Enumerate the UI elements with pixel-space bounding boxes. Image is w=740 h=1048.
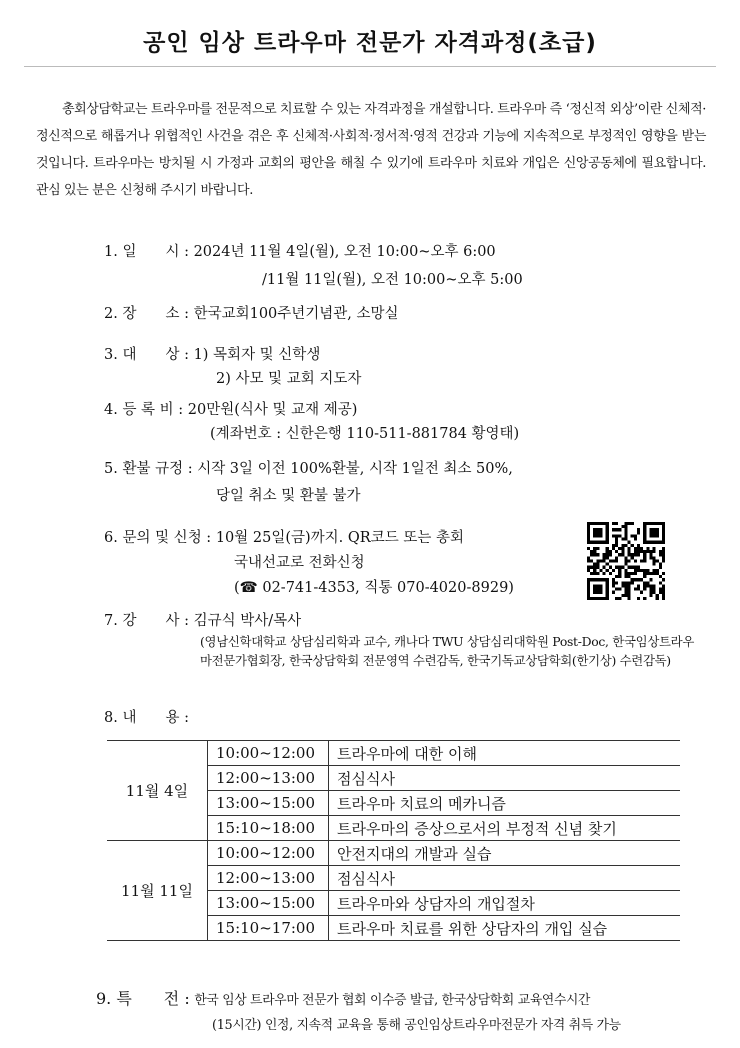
item-lecturer-value: 김규식 박사/목사 <box>193 613 302 629</box>
item-lecturer-bio: (영남신학대학교 상담심리학과 교수, 캐나다 TWU 상담심리대학원 Post-Doc, 한국임상트라우마전문가협회장, 한국상담학회 전문영역 수련감독, 한국기독교상담학회(한기상) 수련감독) <box>200 634 694 668</box>
schedule-desc: 트라우마 치료를 위한 상담자의 개입 실습 <box>329 916 681 941</box>
schedule-time: 12:00~13:00 <box>208 866 329 891</box>
schedule-date: 11월 4일 <box>107 741 208 841</box>
item-fee-line2: (계좌번호 : 신한은행 110-511-881784 황영태) <box>210 426 520 442</box>
schedule-time: 13:00~15:00 <box>208 791 329 816</box>
item-inquiry-phone: 02-741-4353, 직통 070-4020-8929) <box>257 580 514 596</box>
item-inquiry-line2: 국내선교로 전화신청 <box>234 555 365 571</box>
schedule-desc: 트라우마와 상담자의 개입절차 <box>329 891 681 916</box>
item-refund-line1: 시작 3일 이전 100%환불, 시작 1일전 최소 50%, <box>197 461 513 477</box>
item-date <box>104 240 496 261</box>
schedule-table <box>107 740 680 941</box>
title-divider <box>24 66 716 67</box>
item-benefit-line2: (15시간) 인정, 지속적 교육을 통해 공인임상트라우마전문가 자격 취득 가능 <box>212 1018 621 1033</box>
schedule-row <box>107 841 680 866</box>
item-benefit <box>96 986 590 1009</box>
item-inquiry-line1: 10월 25일(금)까지. QR코드 또는 총회 <box>215 530 464 546</box>
schedule-time: 15:10~18:00 <box>208 816 329 841</box>
schedule-desc: 점심식사 <box>329 766 681 791</box>
item-fee <box>104 398 357 419</box>
item-date-line2: /11월 11일(월), 오전 10:00~오후 5:00 <box>262 272 523 288</box>
item-benefit-line1: 한국 임상 트라우마 전문가 협회 이수증 발급, 한국상담학회 교육연수시간 <box>194 993 591 1008</box>
item-benefit-label: 9. 특 전 : <box>96 989 190 1008</box>
item-date-label: 1. 일 시 : <box>104 244 189 260</box>
schedule-time: 12:00~13:00 <box>208 766 329 791</box>
schedule-time: 13:00~15:00 <box>208 891 329 916</box>
item-content <box>104 706 189 727</box>
item-inquiry-label: 6. 문의 및 신청 : <box>104 530 212 546</box>
schedule-desc: 트라우마의 증상으로서의 부정적 신념 찾기 <box>329 816 681 841</box>
item-inquiry-line3: (☎ 02-741-4353, 직통 070-4020-8929) <box>234 580 514 596</box>
qr-code[interactable] <box>587 522 665 600</box>
item-place-value: 한국교회100주년기념관, 소망실 <box>193 306 399 322</box>
item-refund <box>104 457 513 478</box>
schedule-time: 15:10~17:00 <box>208 916 329 941</box>
schedule-desc: 점심식사 <box>329 866 681 891</box>
schedule-desc: 안전지대의 개발과 실습 <box>329 841 681 866</box>
schedule-row <box>107 741 680 766</box>
item-target <box>104 343 320 364</box>
item-content-label: 8. 내 용 : <box>104 710 189 726</box>
intro-paragraph: 총회상담학교는 트라우마를 전문적으로 치료할 수 있는 자격과정을 개설합니다. 트라우마 즉 ‘정신적 외상’이란 신체적·정신적으로 해롭거나 위협적인 사건을 겪은 후 신체적·사회적·정서적·영적 건강과 기능에 지속적으로 부정적인 영향을 받는 것입니다. 트라우마는 방치될 시 가정과 교회의 평안을 해칠 수 있기에 트라우마 치료와 개입은 신앙공동체에 필요합니다. 관심 있는 분은 신청해 주시기 바랍니다. <box>36 102 706 198</box>
schedule-desc: 트라우마 치료의 메카니즘 <box>329 791 681 816</box>
phone-icon: ☎ <box>239 580 258 596</box>
item-date-line1: 2024년 11월 4일(월), 오전 10:00~오후 6:00 <box>193 244 496 260</box>
page-title: 공인 임상 트라우마 전문가 자격과정(초급) <box>143 30 597 56</box>
item-fee-label: 4. 등 록 비 : <box>104 402 184 418</box>
item-inquiry <box>104 526 464 547</box>
item-target-line1: 1) 목회자 및 신학생 <box>193 347 321 363</box>
schedule-time: 10:00~12:00 <box>208 841 329 866</box>
item-place-label: 2. 장 소 : <box>104 306 189 322</box>
schedule-desc: 트라우마에 대한 이해 <box>329 741 681 766</box>
item-target-line2: 2) 사모 및 교회 지도자 <box>216 371 362 387</box>
item-refund-label: 5. 환불 규정 : <box>104 461 193 477</box>
item-fee-line1: 20만원(식사 및 교재 제공) <box>187 402 358 418</box>
item-target-label: 3. 대 상 : <box>104 347 189 363</box>
item-refund-line2: 당일 취소 및 환불 불가 <box>216 488 361 504</box>
item-place <box>104 302 399 323</box>
item-lecturer-label: 7. 강 사 : <box>104 613 189 629</box>
item-lecturer <box>104 609 301 630</box>
schedule-date: 11월 11일 <box>107 841 208 941</box>
schedule-time: 10:00~12:00 <box>208 741 329 766</box>
